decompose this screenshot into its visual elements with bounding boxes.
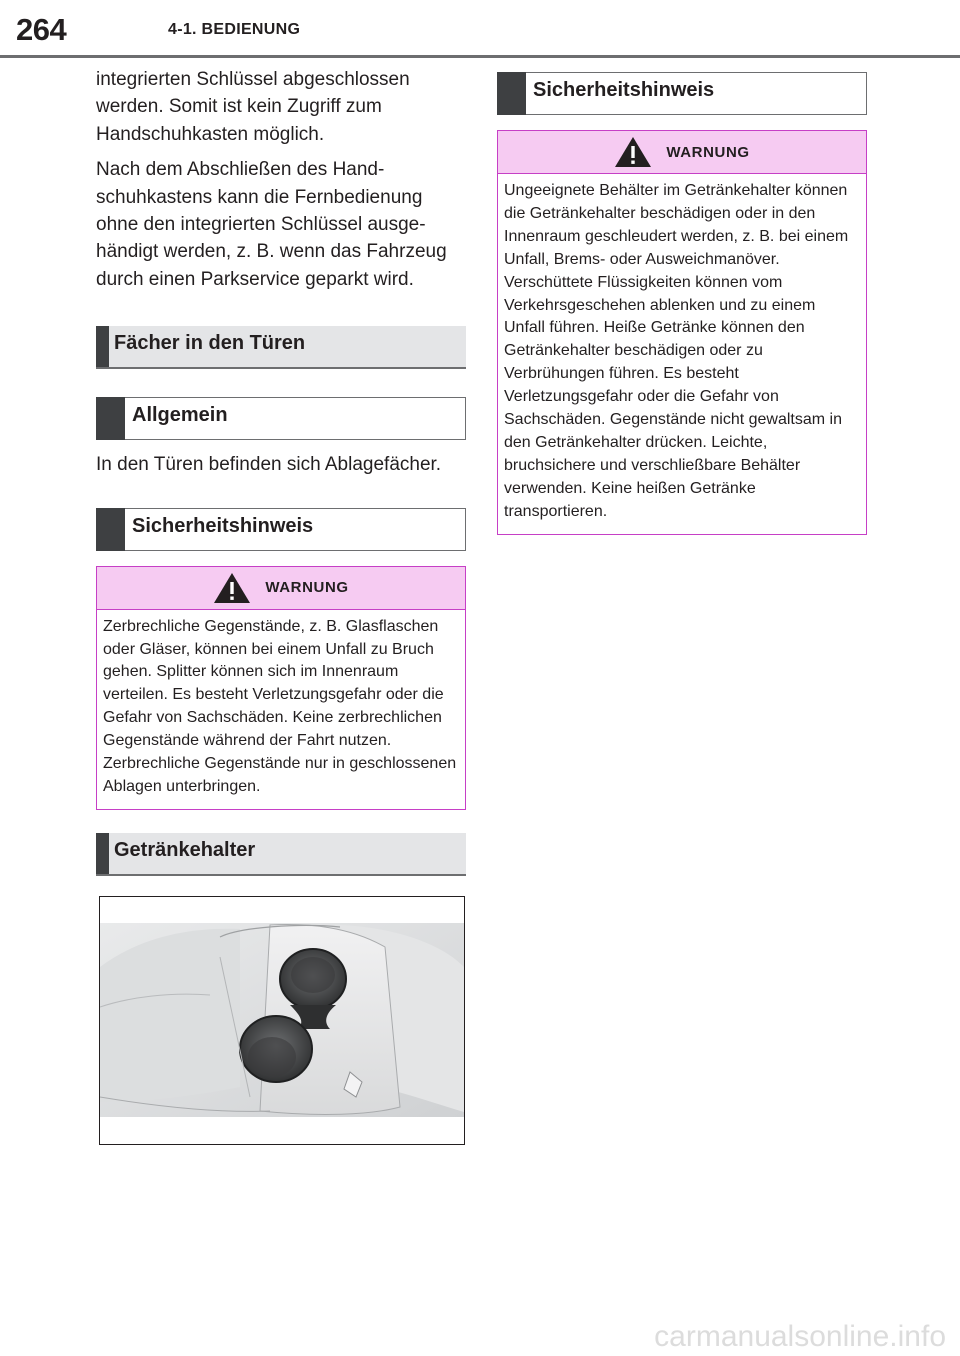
- heading-bar: [96, 326, 109, 367]
- section-heading-text: Fächer in den Türen: [114, 332, 306, 355]
- subsection-heading-text: Sicherheitshinweis: [132, 514, 314, 537]
- warning-title: WARNUNG: [265, 579, 349, 597]
- right-column: [497, 72, 867, 535]
- section-heading-text: Getränkehalter: [114, 838, 256, 861]
- paragraph: Nach dem Abschließen des Handschuhkastens kann die Fernbedienung ohne den integrierten Schlüssel ausgehändigt werden, z. B. wenn das Fahrzeug durch einen Parkservice geparkt wird.: [96, 159, 447, 290]
- warning-header: [97, 567, 465, 610]
- cup-holder-illustration: [99, 896, 465, 1145]
- section-heading: [96, 326, 466, 369]
- warning-text: Zerbrechliche Gegenstände, z. B. Glasflaschen oder Gläser, können bei einem Unfall zu Bruch gehen. Splitter können sich im Innenraum verteilen. Es besteht Verletzungsgefahr oder die Gefahr von Sachschäden. Keine zerbrechlichen Gegenstände während der Fahrt nutzen. Zerbrechliche Gegenstände nur in geschlossenen Ablagen unterbringen.: [103, 617, 457, 795]
- warning-text: Ungeeignete Behälter im Getränkehalter können die Getränkehalter beschädigen oder in den Innenraum geschleudert werden, z. B. bei einem Unfall, Brems- oder Ausweichmanöver. Verschüttete Flüssigkeiten können vom Verkehrsgeschehen ablenken und zu einem Unfall führen. Heiße Getränke können den Getränkehalter beschädigen oder zu Verbrühungen führen. Es besteht Verletzungsgefahr oder die Gefahr von Sachschäden. Gegenstände nicht gewaltsam in den Getränkehalter drücken. Leichte, bruchsichere und verschließbare Behälter verwenden. Keine heißen Getränke transportieren.: [504, 182, 849, 520]
- subsection-heading: [497, 72, 867, 115]
- warning-box: [96, 566, 466, 810]
- paragraph: In den Türen befinden sich Ablagefächer.: [96, 454, 442, 476]
- heading-bar: [96, 397, 125, 440]
- warning-triangle-icon: [213, 572, 251, 604]
- section-heading: [96, 833, 466, 876]
- warning-triangle-icon: [614, 136, 652, 168]
- left-column: [96, 66, 466, 1145]
- heading-bar: [497, 72, 526, 115]
- subsection-heading-text: Allgemein: [132, 404, 228, 427]
- watermark: carmanualsonline.info: [654, 1320, 946, 1353]
- page-number: 264: [16, 12, 67, 47]
- warning-title: WARNUNG: [666, 143, 750, 161]
- chapter-title: 4-1. BEDIENUNG: [168, 21, 301, 38]
- paragraph: integrierten Schlüssel abgeschlossen werden. Somit ist kein Zugriff zum Handschuhkasten möglich.: [96, 69, 410, 145]
- subsection-heading: [96, 508, 466, 551]
- subsection-heading: [96, 397, 466, 440]
- warning-box: [497, 130, 867, 535]
- subsection-heading-text: Sicherheitshinweis: [533, 79, 715, 101]
- heading-bar: [96, 833, 109, 874]
- warning-header: [498, 131, 866, 174]
- heading-bar: [96, 508, 125, 551]
- cup-holder-drawing: [100, 897, 464, 1144]
- header-rule: [0, 55, 960, 58]
